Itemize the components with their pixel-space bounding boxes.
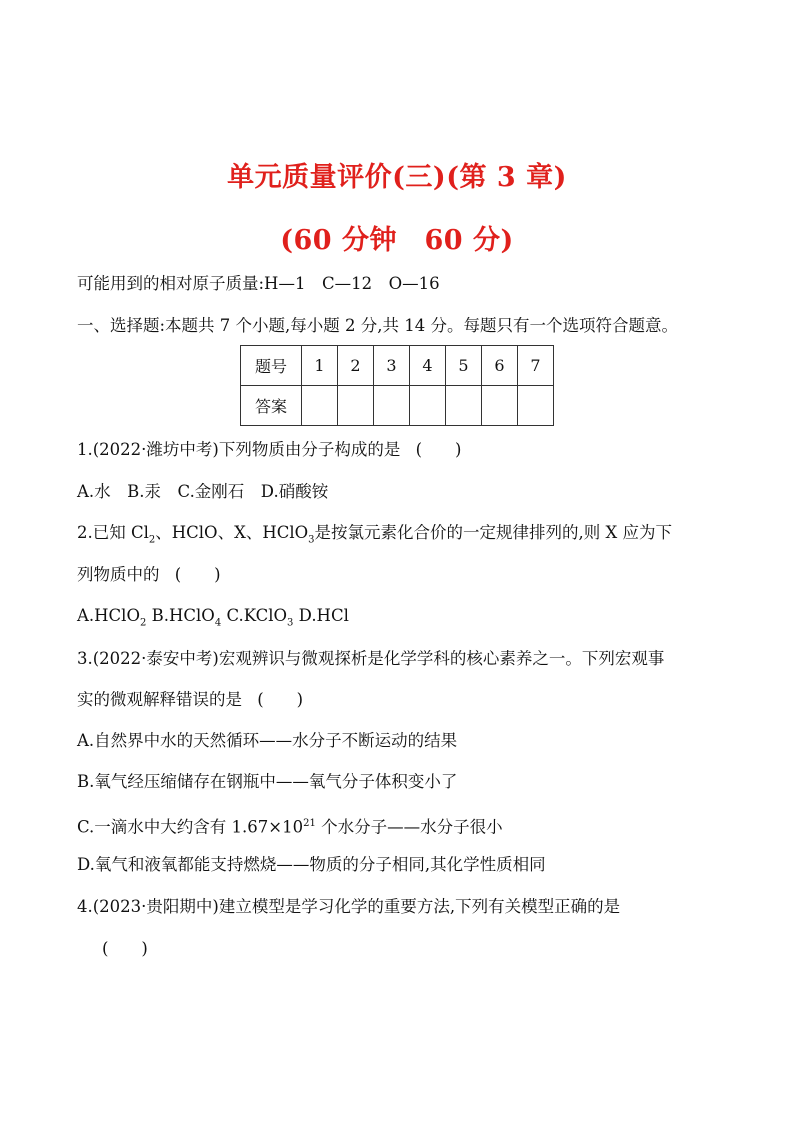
option-b: B.HClO [151,606,215,625]
option-c: C.KClO [226,606,288,625]
table-cell-number: 3 [374,346,410,386]
q2-text-c: 是按氯元素化合价的一定规律排列的,则 X 应为下 [314,523,673,542]
q2-text-b: 、HClO、X、HClO [155,523,309,542]
q2-sub: 3 [308,534,315,546]
question-3-option-b: B.氧气经压缩储存在钢瓶中——氧气分子体积变小了 [77,772,458,791]
option-c-text: C.一滴水中大约含有 1.67×10 [77,817,304,837]
question-3-option-a: A.自然界中水的天然循环——水分子不断运动的结果 [77,731,458,750]
table-row [241,346,554,386]
question-3-option-c [77,813,503,839]
table-cell-number: 7 [518,346,554,386]
answer-paren: ( ) [415,440,462,459]
page-title: 单元质量评价(三)(第 3 章) [227,162,567,193]
answer-cell[interactable] [302,386,338,426]
option-c-sup: 21 [303,818,316,829]
answer-cell[interactable] [446,386,482,426]
question-2-options [77,605,349,634]
question-1-options: A.水 B.汞 C.金刚石 D.硝酸铵 [77,482,329,501]
answer-paren: ( ) [257,690,304,709]
answer-cell[interactable] [410,386,446,426]
answer-paren: ( ) [174,565,221,584]
table-cell-label: 题号 [241,346,302,386]
question-2-stem-line2 [77,564,221,586]
question-1-text: 1.(2022·潍坊中考)下列物质由分子构成的是 [77,440,401,459]
table-cell-number: 2 [338,346,374,386]
q3-text-line2: 实的微观解释错误的是 [77,690,242,709]
answer-paren: ( ) [102,939,148,958]
question-3-stem: 3.(2022·泰安中考)宏观辨识与微观探析是化学学科的核心素养之一。下列宏观事 [77,649,665,668]
q2-text-line2: 列物质中的 [77,565,160,584]
answer-cell[interactable] [518,386,554,426]
answer-cell[interactable] [482,386,518,426]
q2-text-a: 2.已知 Cl [77,523,149,542]
table-cell-number: 4 [410,346,446,386]
answer-cell[interactable] [374,386,410,426]
option-sub: 2 [139,617,147,629]
table-row [241,386,554,426]
option-sub: 4 [214,617,222,629]
question-4-stem: 4.(2023·贵阳期中)建立模型是学习化学的重要方法,下列有关模型正确的是 [77,897,621,916]
page-subtitle: (60 分钟 60 分) [280,225,514,256]
question-3-stem-line2 [77,689,303,711]
q2-sub: 2 [148,534,156,546]
option-a: A.HClO [77,606,140,625]
question-2-stem [77,522,672,551]
atomic-masses: 可能用到的相对原子质量:H—1 C—12 O—16 [77,274,440,293]
answer-cell[interactable] [338,386,374,426]
section-heading: 一、选择题:本题共 7 个小题,每小题 2 分,共 14 分。每题只有一个选项符合题意。 [77,316,679,335]
table-cell-number: 6 [482,346,518,386]
table-cell-number: 1 [302,346,338,386]
table-cell-number: 5 [446,346,482,386]
answer-table [240,345,554,426]
table-cell-label: 答案 [241,386,302,426]
question-3-option-d: D.氧气和液氧都能支持燃烧——物质的分子相同,其化学性质相同 [77,855,546,874]
option-d: D.HCl [298,606,349,625]
question-1-stem [77,439,461,461]
option-c-text-b: 个水分子——水分子很小 [315,817,503,837]
option-sub: 3 [287,617,294,629]
